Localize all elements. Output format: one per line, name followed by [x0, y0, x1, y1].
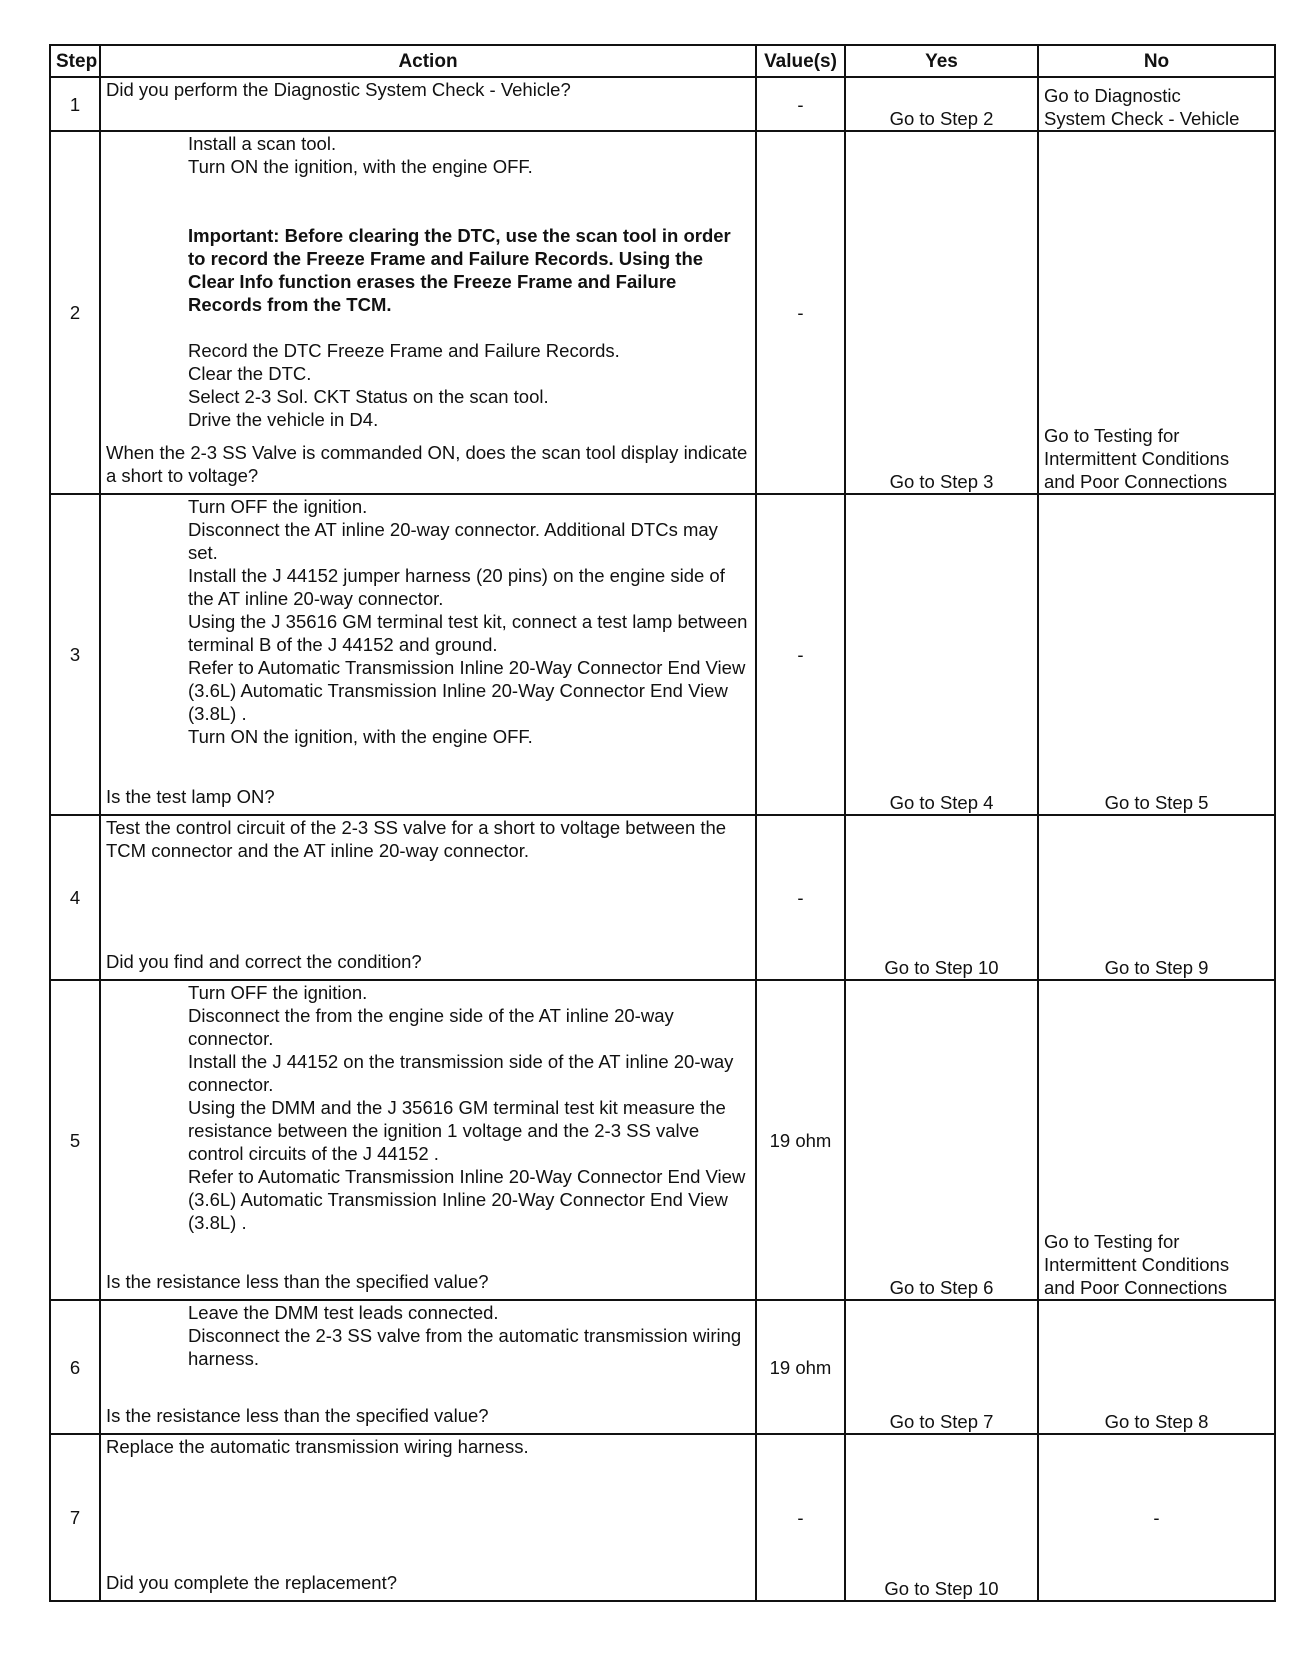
- action-step: Drive the vehicle in D4.: [188, 409, 379, 430]
- step-number: 6: [50, 1300, 100, 1434]
- no-line: and Poor Connections: [1044, 471, 1228, 492]
- value-cell: -: [756, 77, 845, 131]
- no-line: Go to Step 8: [1104, 1411, 1209, 1432]
- value-cell: 19 ohm: [756, 980, 845, 1300]
- table-row: [50, 77, 1275, 131]
- action-cell: [100, 77, 756, 131]
- no-line: System Check - Vehicle: [1044, 108, 1240, 129]
- no-cell: [1038, 815, 1275, 980]
- yes-cell: Go to Step 10: [845, 815, 1038, 980]
- yes-cell: Go to Step 6: [845, 980, 1038, 1300]
- yes-cell: Go to Step 7: [845, 1300, 1038, 1434]
- table-row: [50, 494, 1275, 815]
- no-cell: [1038, 1300, 1275, 1434]
- value-cell: 19 ohm: [756, 1300, 845, 1434]
- action-question: Did you complete the replacement?: [106, 1572, 398, 1593]
- step-number: 1: [50, 77, 100, 131]
- no-cell: [1038, 494, 1275, 815]
- action-step: Disconnect the from the engine side of the AT inline 20-way connector.: [188, 1005, 674, 1049]
- action-question: Did you find and correct the condition?: [106, 951, 422, 972]
- action-step: Install the J 44152 on the transmission side of the AT inline 20-way connector.: [188, 1051, 734, 1095]
- action-question: Is the test lamp ON?: [106, 786, 275, 807]
- action-cell: [100, 494, 756, 815]
- action-step: Using the J 35616 GM terminal test kit, connect a test lamp between terminal B of the J 44152 and ground.: [188, 611, 748, 655]
- value-cell: -: [756, 131, 845, 494]
- value-cell: -: [756, 494, 845, 815]
- yes-cell: Go to Step 2: [845, 77, 1038, 131]
- action-cell: [100, 815, 756, 980]
- important-note: Important: Before clearing the DTC, use the scan tool in order to record the Freeze Frame and Failure Records. Using the Clear Info function erases the Freeze Frame and Failure Records from the TCM.: [188, 225, 731, 315]
- action-text: Replace the automatic transmission wiring harness.: [106, 1436, 529, 1457]
- yes-cell: Go to Step 4: [845, 494, 1038, 815]
- action-step: Turn OFF the ignition.: [188, 982, 368, 1003]
- action-step: Refer to Automatic Transmission Inline 20-Way Connector End View (3.6L) Automatic Transmission Inline 20-Way Connector End View (3.8L) .: [188, 1166, 746, 1233]
- action-question: Did you perform the Diagnostic System Check - Vehicle?: [106, 79, 571, 100]
- table-row: [50, 1434, 1275, 1601]
- step-number: 5: [50, 980, 100, 1300]
- action-cell: [100, 980, 756, 1300]
- no-line: Go to Step 5: [1104, 792, 1209, 813]
- diagnostic-table: [49, 44, 1276, 1602]
- no-cell: [1038, 980, 1275, 1300]
- action-step: Leave the DMM test leads connected.: [188, 1302, 499, 1323]
- action-question: Is the resistance less than the specified value?: [106, 1405, 489, 1426]
- action-step: Refer to Automatic Transmission Inline 20-Way Connector End View (3.6L) Automatic Transmission Inline 20-Way Connector End View (3.8L) .: [188, 657, 746, 724]
- action-question: When the 2-3 SS Valve is commanded ON, does the scan tool display indicate a short to voltage?: [106, 442, 748, 486]
- action-step: Using the DMM and the J 35616 GM terminal test kit measure the resistance between the ignition 1 voltage and the 2-3 SS valve control circuits of the J 44152 .: [188, 1097, 726, 1164]
- step-number: 7: [50, 1434, 100, 1601]
- action-step: Record the DTC Freeze Frame and Failure Records.: [188, 340, 620, 361]
- action-cell: [100, 1434, 756, 1601]
- no-cell: [1038, 77, 1275, 131]
- header-action: Action: [100, 45, 756, 77]
- table-row: [50, 1300, 1275, 1434]
- action-step: Turn OFF the ignition.: [188, 496, 368, 517]
- action-step: Select 2-3 Sol. CKT Status on the scan tool.: [188, 386, 549, 407]
- action-text: Test the control circuit of the 2-3 SS valve for a short to voltage between the TCM connector and the AT inline 20-way connector.: [106, 817, 727, 861]
- header-step: Step: [50, 45, 100, 77]
- header-values: Value(s): [756, 45, 845, 77]
- no-line: -: [1153, 1507, 1160, 1528]
- no-line: Go to Step 9: [1104, 957, 1209, 978]
- action-step: Disconnect the AT inline 20-way connector. Additional DTCs may set.: [188, 519, 718, 563]
- action-cell: [100, 1300, 756, 1434]
- no-cell: [1038, 131, 1275, 494]
- action-step: Turn ON the ignition, with the engine OFF.: [188, 156, 533, 177]
- value-cell: -: [756, 815, 845, 980]
- step-number: 2: [50, 131, 100, 494]
- action-step: Install the J 44152 jumper harness (20 pins) on the engine side of the AT inline 20-way connector.: [188, 565, 725, 609]
- action-step: Clear the DTC.: [188, 363, 312, 384]
- no-line: Go to Testing for: [1044, 425, 1180, 446]
- table-row: [50, 815, 1275, 980]
- table-row: [50, 131, 1275, 494]
- yes-cell: Go to Step 3: [845, 131, 1038, 494]
- header-no: No: [1038, 45, 1275, 77]
- yes-cell: Go to Step 10: [845, 1434, 1038, 1601]
- table-row: [50, 980, 1275, 1300]
- action-step: Turn ON the ignition, with the engine OFF.: [188, 726, 533, 747]
- action-step: Install a scan tool.: [188, 133, 337, 154]
- header-yes: Yes: [845, 45, 1038, 77]
- action-step: Disconnect the 2-3 SS valve from the automatic transmission wiring harness.: [188, 1325, 742, 1369]
- no-line: Go to Diagnostic: [1044, 85, 1181, 106]
- no-cell: [1038, 1434, 1275, 1601]
- value-cell: -: [756, 1434, 845, 1601]
- header-row: [50, 45, 1275, 77]
- no-line: Intermittent Conditions: [1044, 448, 1230, 469]
- no-line: Go to Testing for: [1044, 1231, 1180, 1252]
- no-line: Intermittent Conditions: [1044, 1254, 1230, 1275]
- step-number: 3: [50, 494, 100, 815]
- action-cell: [100, 131, 756, 494]
- step-number: 4: [50, 815, 100, 980]
- no-line: and Poor Connections: [1044, 1277, 1228, 1298]
- action-question: Is the resistance less than the specified value?: [106, 1271, 489, 1292]
